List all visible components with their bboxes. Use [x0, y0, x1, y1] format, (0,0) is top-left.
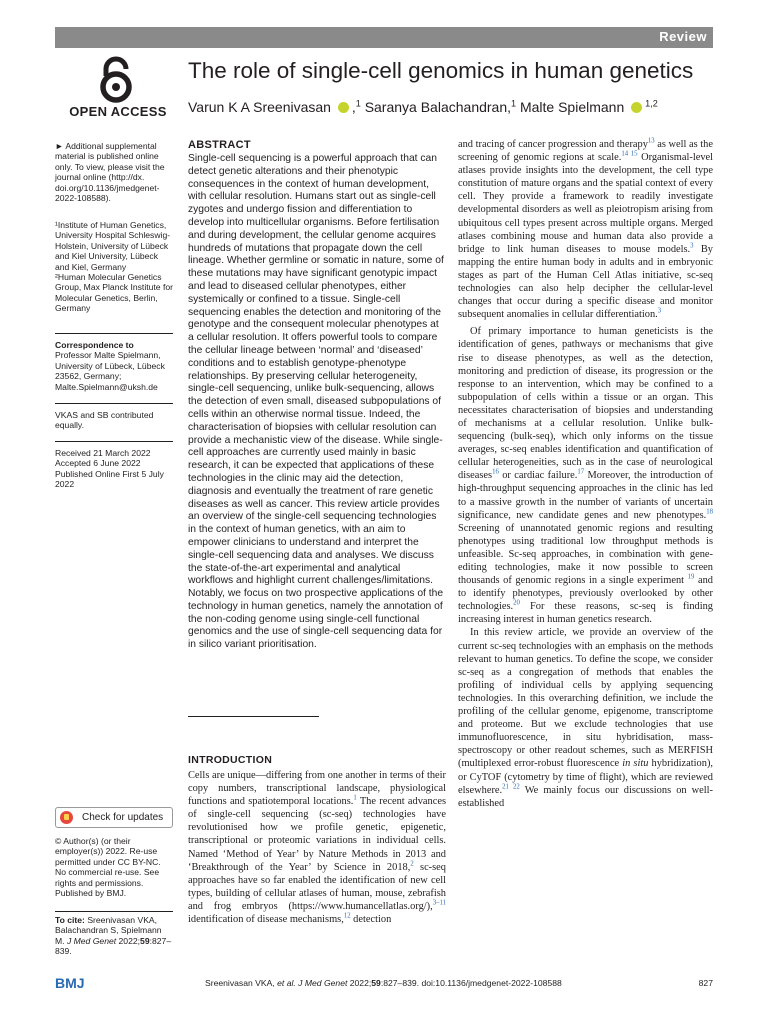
supplemental-note [55, 141, 173, 203]
body-paragraph: Of primary importance to human geneticists is the identification of genes, pathways or mechanisms that give rise to disease phenotypes, as well as the detection, monitoring and prediction of disease, its progression or the response to an intervention, which may be confined to a subpopulation of cells within a tissue or an organ. This necessitates characterisation of biopsies and understanding of mechanisms at a cellular resolution. Unlike bulk-sequencing (bulk-seq), which only informs on the tissue averages, sc-seq enables identification and quantification of cellular heterogeneities, such as in the case of neurological diseases$^{16}$ or cardiac failure.$^{17}$ Moreover, the introduction of high-throughput sequencing approaches in the clinic has led to a massive growth in the number of variants of uncertain significance, new candidate genes and new phenotypes.$^{18}$ Screening of unannotated genomic regions and resulting phenotypes using traditional low throughput methods is unfeasible. Sc-seq approaches, in combination with gene-editing technologies, make it now possible to screen thousands of genomic regions in a single experiment $^{19}$ and to identify phenotypes, previously overlooked by other technologies.$^{20}$ For these reasons, sc-seq is finding increasing interest in human genetics research. [458, 326, 713, 626]
introduction-heading: INTRODUCTION [188, 754, 273, 766]
citation-box [55, 911, 173, 957]
copyright-text: © Author(s) (or their employer(s)) 2022. Re-use permitted under CC BY-NC. No commercial re-use. See rights and permissions. Published by BMJ. [55, 836, 161, 899]
open-access-icon [96, 56, 136, 104]
reference-link[interactable]: 17 [577, 468, 585, 476]
author-affiliation: 1 [511, 98, 517, 109]
divider [55, 333, 173, 334]
footer-citation: Sreenivasan VKA, et al. J Med Genet 2022;59:827–839. doi:10.1136/jmedgenet-2022-108588 [205, 978, 562, 988]
abstract-divider [188, 716, 319, 717]
right-column [458, 138, 713, 810]
reference-link[interactable]: 3–11 [432, 899, 446, 907]
reference-link[interactable]: 20 [513, 599, 520, 607]
reference-link[interactable]: 14 15 [621, 150, 638, 158]
article-history [55, 441, 173, 490]
correspondence [55, 333, 173, 392]
received-date: Received 21 March 2022 [55, 448, 151, 458]
reference-link[interactable]: 12 [343, 912, 351, 920]
bmj-logo[interactable]: BMJ [55, 975, 85, 991]
check-updates-icon [60, 811, 73, 824]
reference-link[interactable]: 21 22 [502, 783, 520, 791]
citation-volume: 59 [140, 935, 150, 946]
affiliation-2: ²Human Molecular Genetics Group, Max Planck Institute for Molecular Genetics, Berlin, Germany [55, 272, 173, 314]
affiliation-1: ¹Institute of Human Genetics, University Hospital Schleswig-Holstein, University of Lübeck and Kiel University, Lübeck and Kiel, Germany [55, 220, 171, 272]
reference-link[interactable]: 2 [410, 860, 414, 868]
affiliations [55, 220, 173, 314]
introduction-column [188, 769, 446, 926]
correspondence-heading: Correspondence to [55, 340, 134, 350]
copyright-note [55, 836, 173, 898]
citation-heading: To cite: [55, 915, 85, 925]
divider [55, 441, 173, 442]
citation-text-a: Sreenivasan VKA, Balachandran S, Spielmann M. [55, 915, 162, 946]
divider [55, 403, 173, 404]
reference-link[interactable]: 13 [647, 137, 655, 145]
published-date: Published Online First 5 July 2022 [55, 468, 164, 490]
supplemental-text[interactable]: ► Additional supplemental material is published online only. To view, please visit the journal online (http://dx. doi.org/10.1136/jmedgenet-2022-108588). [55, 141, 165, 204]
section-header-bar [55, 27, 713, 48]
citation-journal: J Med Genet [66, 935, 117, 946]
article-title: The role of single-cell genomics in human genetics [188, 58, 694, 83]
reference-link[interactable]: 3 [657, 307, 662, 315]
check-updates-label: Check for updates [82, 812, 164, 823]
author-affiliation: 1,2 [645, 98, 658, 109]
author-name[interactable]: Malte Spielmann [519, 99, 625, 115]
citation-text-b: 2022; [116, 935, 141, 946]
orcid-icon[interactable] [338, 102, 349, 113]
orcid-icon[interactable] [631, 102, 642, 113]
correspondence-text[interactable]: Professor Malte Spielmann, University of Lübeck, Lübeck 23562, Germany; Malte.Spielmann@uksh.de [55, 350, 165, 392]
citation-pages: :827–839. [55, 935, 172, 957]
author-name[interactable]: Saranya Balachandran, [364, 99, 512, 115]
contribution-note [55, 403, 173, 431]
section-label: Review [659, 29, 707, 44]
introduction-paragraph: Cells are unique—differing from one another in terms of their copy numbers, transcriptional landscape, physiological functions and spatiotemporal locations.$^1$ The recent advances of single-cell sequencing (sc-seq) technologies have revolutionised how we profile genetic, epigenetic, transcriptional or proteomic variations in individual cells. Named ‘Method of Year’ by Nature Methods in 2013 and ‘Breakthrough of the Year’ by Science in 2018,$^2$ sc-seq approaches have so far enabled the identification of new cell types, building of cellular atlases of human, mouse, zebrafish and frog embryos (https://www.humancellatlas.org/),$^{3-11}$ identification of disease mechanisms,$^{12}$ detection [188, 770, 447, 926]
open-access-text: OPEN ACCESS [69, 104, 167, 119]
author-list: Varun K A Sreenivasan ,$^1$ Saranya Balachandran,$^1$ Malte Spielmann $^{1,2}$ [188, 98, 658, 115]
contribution-text: VKAS and SB contributed equally. [55, 410, 154, 431]
author-name[interactable]: Varun K A Sreenivasan [188, 99, 331, 115]
abstract-heading: ABSTRACT [188, 139, 251, 151]
reference-link[interactable]: 3 [690, 242, 694, 250]
abstract-text: Single-cell sequencing is a powerful approach that can detect genetic alterations and their phenotypic consequences in the context of human development, with cellular resolution. Humans start out as single-cell zygotes and undergo fission and differentiation to develop into multicellular organisms. Before fertilisation and during development, the cellular genome acquires hundreds of mutations that propagate down the cell lineage. Whether germline or somatic in nature, some of these mutations may have significant genotypic impact and lead to diseased cellular phenotypes, either systemically or confined to a tissue. Single-cell sequencing enables the detection and monitoring of the genotype and the consequent molecular phenotypes at a cellular resolution. It offers powerful tools to compare the cellular lineage between ‘normal’ and ‘diseased’ conditions and to establish genotype-phenotype relationships. By preserving cellular heterogeneity, single-cell sequencing, unlike bulk-sequencing, allows the detection of even small, diseased subpopulations of cells within an otherwise normal tissue. Indeed, the characterisation of biopsies with cellular resolution can provide a mechanistic view of the disease. While single-cell approaches are currently used mainly in basic research, it can be expected that applications of these technologies in the clinic may aid the detection, diagnosis and eventually the treatment of rare genetic diseases as well as cancer. This review article provides an overview of the single-cell sequencing technologies in the context of human genetics, with an aim to empower clinicians to understand and interpret the single-cell sequencing data and analyses. We discuss the state-of-the-art experimental and analytical workflows and highlight current challenges/limitations. Notably, we focus on two prospective applications of the technology in human genetics, namely the annotation of the non-coding genome using single-cell functional genomics and the use of single-cell sequencing data for in silico variant prioritisation. [188, 153, 444, 651]
reference-link[interactable]: 16 [492, 468, 499, 476]
reference-link[interactable]: 19 [687, 573, 695, 581]
reference-link[interactable]: 1 [353, 794, 357, 802]
body-paragraph: In this review article, we provide an overview of the current sc-seq technologies with an emphasis on the methods relevant to human genetics. To define the scope, we consider sc-seq as a congregation of methods that enables the profiling of individual cells by applying sequencing technologies. In this overarching definition, we include the profiling of the cellular genome, epigenome, transcriptome and proteome. But we exclude technologies that use immunofluorescence, in situ hybridisation, mass-spectroscopy or other readout schemes, such as MERFISH (multiplexed error-robust fluorescence in situ hybridization), or CyTOF (cytometry by time of flight), which are reviewed elsewhere.$^{21 22}$ We mainly focus our discussions on well-established [458, 627, 713, 809]
accepted-date: Accepted 6 June 2022 [55, 458, 141, 469]
body-paragraph: and tracing of cancer progression and therapy$^{13}$ as well as the screening of genomic regions at scale.$^{14 15}$ Organismal-level atlases provide insights into the development, the cell type constitution of mature organs and the spatial context of every cell. They provide a framework to readily investigate developmental disorders as well as pleiotropism arising from ubiquitous cell types present across multiple organs. Merged atlases combining mouse and human data also provide a bridge to link human diseases to mouse models.$^3$ By mapping the entire human body in adults and in embryonic stages as part of the Human Cell Atlas initiative, sc-seq technologies can also help decipher the cellular-level changes that occur during a specific disease and monitor subsequent anomalies in cellular differentiation.$^3$ [458, 137, 714, 321]
check-for-updates-button[interactable] [55, 807, 173, 828]
author-affiliation: 1 [355, 98, 361, 109]
reference-link[interactable]: 18 [706, 508, 713, 516]
page-number: 827 [698, 978, 713, 988]
divider [55, 911, 173, 912]
